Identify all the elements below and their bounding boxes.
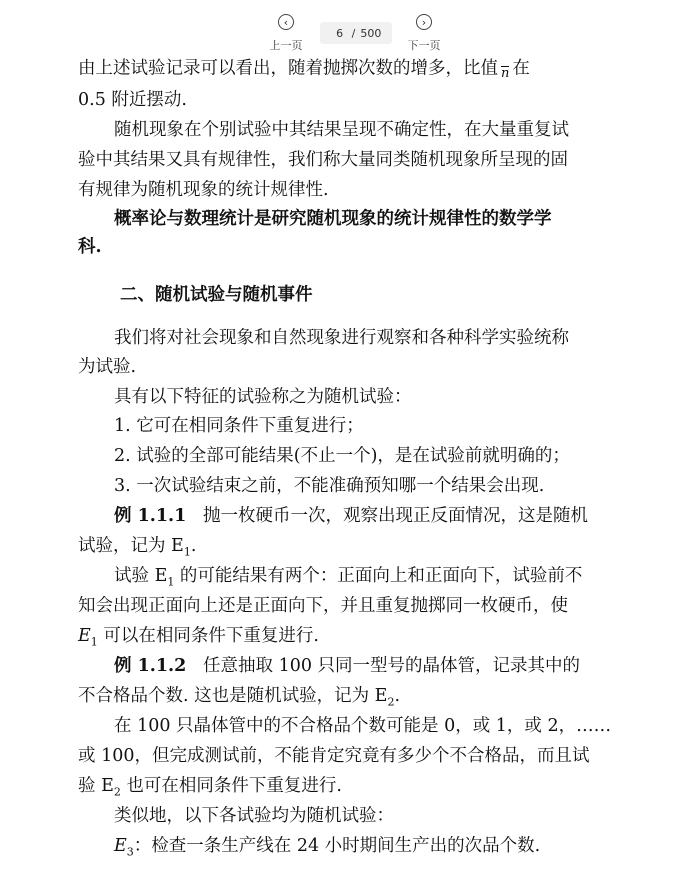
text-line: 有规律为随机现象的统计规律性. (78, 180, 329, 200)
next-page-button[interactable] (394, 12, 454, 54)
text-line: $E_1$ 可以在相同条件下重复进行. (78, 626, 319, 649)
text-line: 验 $E_2$ 也可在相同条件下重复进行. (78, 776, 342, 799)
fraction: n (501, 58, 509, 80)
example-line: 例 1.1.2 任意抽取 100 只同一型号的晶体管，记录其中的 (114, 656, 581, 676)
current-page-input[interactable] (331, 27, 349, 40)
text-line: 随机现象在个别试验中其结果呈现不确定性，在大量重复试 (114, 120, 569, 140)
text-line: 试验，记为 $E_1$. (78, 536, 197, 559)
text-line: 为试验. (78, 357, 137, 377)
chevron-left-icon: ‹ (278, 14, 294, 30)
example-label: 例 1.1.1 (114, 506, 187, 526)
section-heading: 二、随机试验与随机事件 (120, 285, 313, 305)
example-label: 例 1.1.2 (114, 656, 187, 676)
next-page-label: 下一页 (407, 39, 441, 52)
text-line: 或 100，但完成测试前，不能肯定究竟有多少个不合格品，而且试 (78, 746, 590, 766)
page-indicator (320, 22, 392, 44)
text-line: 知会出现正面向上还是正面向下，并且重复抛掷同一枚硬币，使 (78, 596, 568, 616)
text-line: 科. (78, 237, 102, 257)
text-line: $E_3$：检查一条生产线在 24 小时期间生产出的次品个数. (114, 836, 541, 859)
chevron-right-icon: › (416, 14, 432, 30)
text-line: 概率论与数理统计是研究随机现象的统计规律性的数学学 (114, 209, 552, 229)
page-separator: / (351, 26, 356, 40)
list-item: 2. 试验的全部可能结果(不止一个)，是在试验前就明确的； (114, 446, 570, 466)
text-line: 在 100 只晶体管中的不合格品个数可能是 0，或 1，或 2，…… (114, 716, 612, 736)
text-line: 具有以下特征的试验称之为随机试验： (114, 387, 412, 407)
text-line: 由上述试验记录可以看出，随着抛掷次数的增多，比值 n 在 (78, 58, 530, 81)
list-item: 3. 一次试验结束之前，不能准确预知哪一个结果会出现. (114, 476, 545, 496)
list-item: 1. 它可在相同条件下重复进行； (114, 416, 364, 436)
previous-page-label: 上一页 (269, 39, 303, 52)
text-line: 试验 $E_1$ 的可能结果有两个：正面向上和正面向下，试验前不 (114, 566, 583, 589)
text-line: 类似地，以下各试验均为随机试验： (114, 806, 394, 826)
text-line: 验中其结果又具有规律性，我们称大量同类随机现象所呈现的固 (78, 150, 568, 170)
total-pages: 500 (360, 26, 382, 40)
text-line: 0.5 附近摆动. (78, 90, 187, 110)
previous-page-button[interactable] (256, 12, 316, 54)
text-line: 我们将对社会现象和自然现象进行观察和各种科学实验统称 (114, 328, 569, 348)
example-line: 例 1.1.1 抛一枚硬币一次，观察出现正反面情况，这是随机 (114, 506, 589, 526)
pager-toolbar (0, 0, 688, 58)
text-line: 不合格品个数. 这也是随机试验，记为 $E_2$. (78, 686, 401, 709)
